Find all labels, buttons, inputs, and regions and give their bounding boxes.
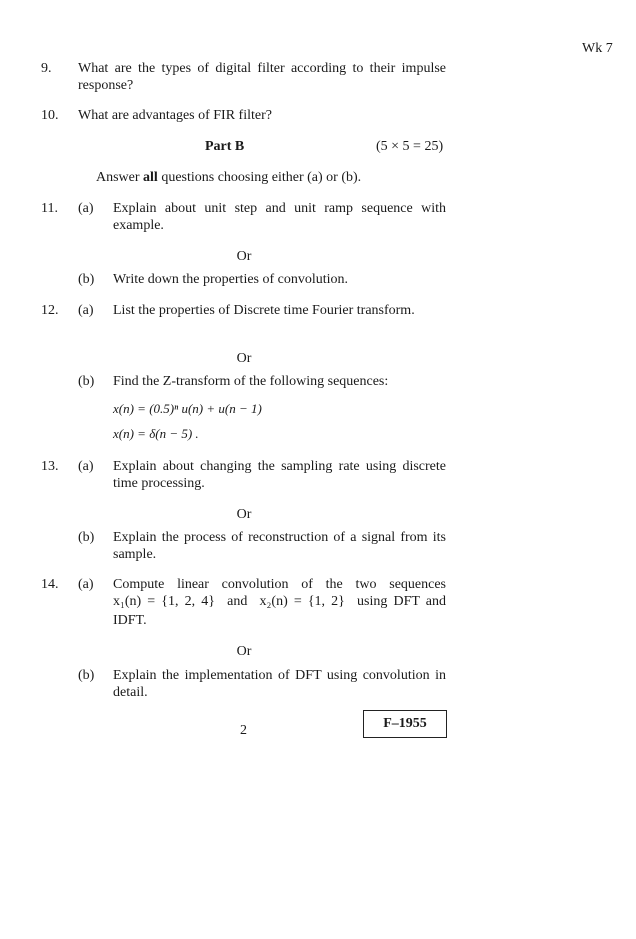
part-b-title: Part B: [205, 139, 245, 154]
part-b-instruction: Answer all questions choosing either (a) or (b).: [96, 170, 362, 185]
q11-b-text: Write down the properties of convolution.: [113, 272, 349, 287]
q10-number: 10.: [41, 108, 59, 123]
part-b-marks: (5 × 5 = 25): [376, 139, 444, 154]
q12-equation-2: x(n) = δ(n − 5) .: [113, 426, 199, 441]
q13-or: Or: [236, 507, 252, 522]
q13-a-text: Explain about changing the sampling rate using discrete time processing.: [113, 459, 446, 491]
q13-number: 13.: [41, 459, 59, 474]
q14-a-equation: x₁(n) = {1, 2, 4} and x₂(n) = {1, 2} using DFT and: [113, 594, 446, 609]
q11-b-label: (b): [78, 272, 95, 287]
paper-code: F–1955: [363, 710, 447, 738]
q9-text: What are the types of digital filter according to their impulse response?: [78, 61, 446, 93]
q13-b-text: Explain the process of reconstruction of a signal from its sample.: [113, 530, 446, 562]
q12-number: 12.: [41, 303, 59, 318]
q12-b-label: (b): [78, 374, 95, 389]
q14-b-label: (b): [78, 668, 95, 683]
q14-number: 14.: [41, 577, 59, 592]
q12-equation-1: x(n) = (0.5)ⁿ u(n) + u(n − 1): [113, 401, 262, 416]
q14-a-line-1: Compute linear convolution of the two sequences: [113, 577, 446, 592]
q12-a-text: List the properties of Discrete time Fourier transform.: [113, 303, 415, 318]
q14-a-label: (a): [78, 577, 94, 592]
q13-b-label: (b): [78, 530, 95, 545]
q10-text: What are advantages of FIR filter?: [78, 108, 272, 123]
q14-or: Or: [236, 644, 252, 659]
q14-b-text: Explain the implementation of DFT using convolution in detail.: [113, 668, 446, 700]
q11-a-text: Explain about unit step and unit ramp sequence with example.: [113, 201, 446, 233]
page-number: 2: [240, 723, 247, 738]
q12-or: Or: [236, 351, 252, 366]
page-tag: Wk 7: [582, 41, 613, 56]
q11-number: 11.: [41, 201, 58, 216]
q14-a-line-3: IDFT.: [113, 613, 147, 628]
q9-number: 9.: [41, 61, 52, 76]
q12-b-text: Find the Z-transform of the following sequences:: [113, 374, 389, 389]
q11-a-label: (a): [78, 201, 94, 216]
q11-or: Or: [236, 249, 252, 264]
q13-a-label: (a): [78, 459, 94, 474]
q12-a-label: (a): [78, 303, 94, 318]
